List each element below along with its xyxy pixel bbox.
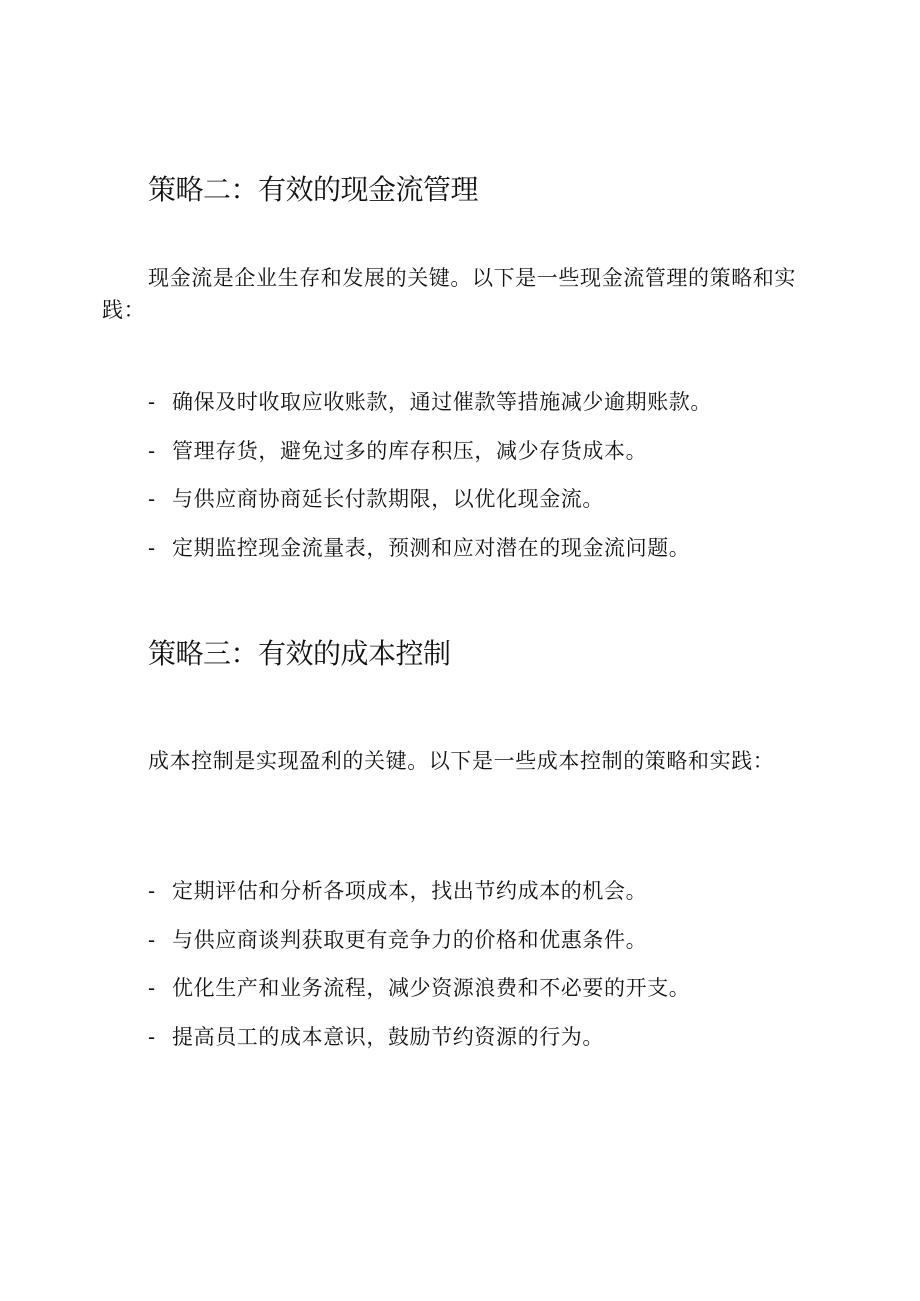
bullet-dash: - [148, 1024, 156, 1049]
list-item [148, 877, 690, 926]
list-item [148, 534, 712, 583]
bullet-list-cost-control [148, 877, 690, 1071]
list-item [148, 485, 712, 534]
section-paragraph-cost-control: 成本控制是实现盈利的关键。以下是一些成本控制的策略和实践： [148, 749, 775, 773]
list-item-text: 与供应商谈判获取更有竞争力的价格和优惠条件。 [172, 927, 648, 952]
list-item [148, 1023, 690, 1072]
section-heading-cost-control: 策略三：有效的成本控制 [148, 637, 451, 670]
list-item-text: 定期监控现金流量表，预测和应对潜在的现金流问题。 [172, 535, 691, 560]
bullet-dash: - [148, 390, 156, 414]
bullet-dash: - [148, 438, 156, 463]
list-item-text: 优化生产和业务流程，减少资源浪费和不必要的开支。 [172, 976, 691, 1000]
list-item [148, 926, 690, 975]
bullet-list-cash-flow [148, 388, 712, 582]
bullet-dash: - [148, 879, 156, 903]
bullet-dash: - [148, 535, 156, 560]
list-item-text: 提高员工的成本意识，鼓励节约资源的行为。 [172, 1024, 604, 1049]
list-item-text: 与供应商协商延长付款期限，以优化现金流。 [172, 487, 604, 511]
section-heading-cash-flow: 策略二：有效的现金流管理 [148, 173, 479, 206]
bullet-dash: - [148, 976, 156, 1000]
list-item-text: 管理存货，避免过多的库存积压，减少存货成本。 [172, 438, 648, 463]
list-item [148, 388, 712, 437]
list-item [148, 437, 712, 486]
bullet-dash: - [148, 927, 156, 952]
list-item-text: 确保及时收取应收账款，通过催款等措施减少逾期账款。 [172, 390, 712, 414]
list-item-text: 定期评估和分析各项成本，找出节约成本的机会。 [172, 879, 648, 903]
section-paragraph-cash-flow: 现金流是企业生存和发展的关键。以下是一些现金流管理的策略和实践： [102, 266, 796, 322]
bullet-dash: - [148, 487, 156, 511]
list-item [148, 974, 690, 1023]
